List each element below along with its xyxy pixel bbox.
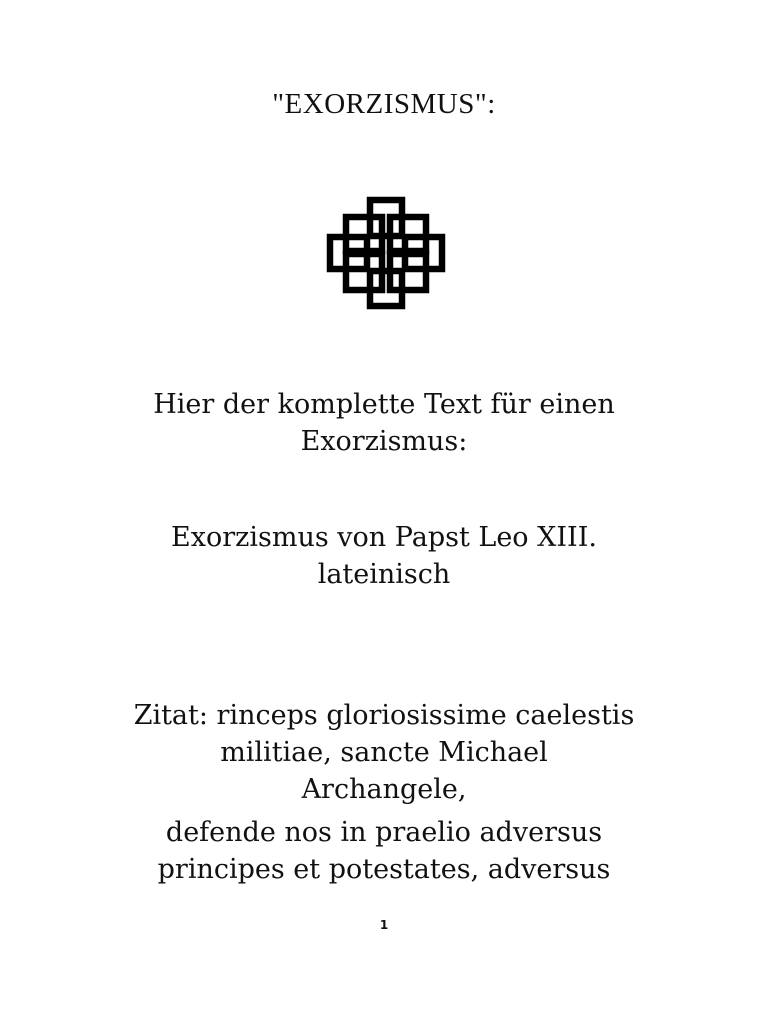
- text-line: principes et potestates, adversus: [157, 854, 611, 885]
- text-line: Zitat: rinceps gloriosissime caelestis: [133, 700, 635, 731]
- text-line: defende nos in praelio adversus: [165, 817, 603, 848]
- text-line: Exorzismus:: [300, 426, 468, 457]
- quote-paragraph: [0, 697, 768, 808]
- text-line: Hier der komplette Text für einen: [153, 389, 615, 420]
- page-number: 1: [379, 918, 389, 932]
- text-line: Archangele,: [301, 774, 467, 805]
- quote-continuation-paragraph: [0, 814, 768, 888]
- document-title: "EXORZISMUS":: [272, 88, 496, 120]
- text-line: Exorzismus von Papst Leo XIII.: [171, 522, 597, 553]
- interlaced-cross-icon: [308, 190, 460, 320]
- subtitle-paragraph: [0, 519, 768, 593]
- text-line: lateinisch: [317, 559, 451, 590]
- text-line: militiae, sancte Michael: [220, 737, 548, 768]
- intro-paragraph: [0, 386, 768, 460]
